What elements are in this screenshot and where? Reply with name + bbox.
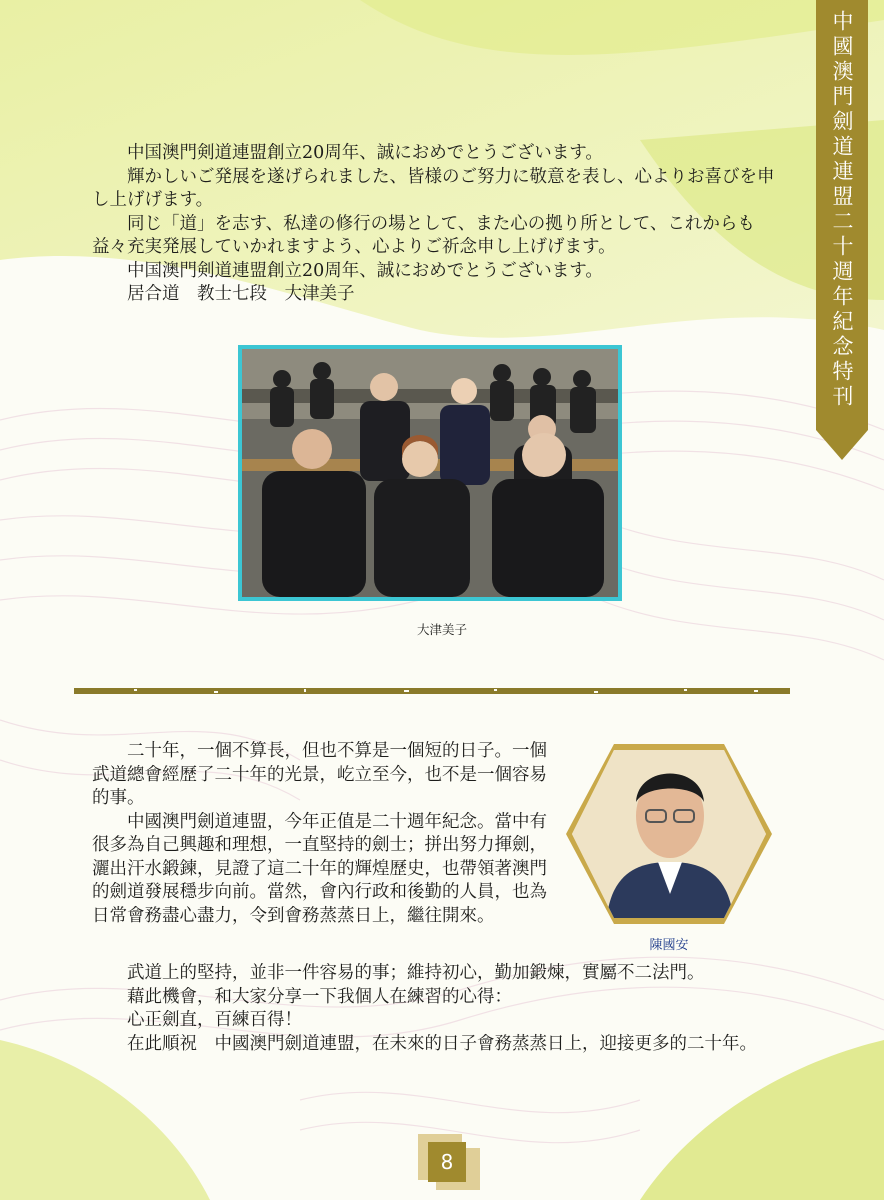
zh-paragraph-5: 心正劍直，百練百得！ <box>127 1010 302 1030</box>
section-divider <box>74 686 790 696</box>
jp-signature: 居合道 教士七段 大津美子 <box>127 284 355 304</box>
jp-paragraph-2: 輝かしいご発展を遂げられました、皆様のご努力に敬意を表し、心よりお喜びを申し上げげます。 <box>92 166 775 210</box>
page-number-badge <box>418 1134 482 1190</box>
jp-paragraph-1: 中国澳門剣道連盟創立20周年、誠におめでとうございます。 <box>127 143 603 163</box>
chinese-message-continued <box>92 962 776 1056</box>
title-banner <box>816 0 868 460</box>
portrait-hexagon <box>566 744 772 924</box>
zh-paragraph-3: 武道上的堅持，並非一件容易的事；維持初心，勤加鍛煉，實屬不二法門。 <box>127 963 705 983</box>
zh-paragraph-6: 在此順祝 中國澳門劍道連盟，在未來的日子會務蒸蒸日上，迎接更多的二十年。 <box>127 1033 757 1054</box>
group-photo-illustration <box>242 349 618 597</box>
zh-paragraph-1: 二十年，一個不算長，但也不算是一個短的日子。一個武道總會經歷了二十年的光景，屹立至今，也不是一個容易的事。 <box>92 741 547 808</box>
jp-paragraph-4: 中国澳門剣道連盟創立20周年、誠におめでとうございます。 <box>127 260 603 281</box>
photo1-caption: 大津美子 <box>416 622 467 637</box>
banner-title: 中國澳門劍道連盟二十週年紀念特刊 <box>830 10 854 410</box>
photo2-caption: 陳國安 <box>649 938 689 953</box>
chinese-message <box>92 740 552 928</box>
zh-paragraph-2: 中國澳門劍道連盟，今年正值是二十週年紀念。當中有很多為自己興趣和理想，一直堅持的劍士；拼出努力揮劍，灑出汗水鍛鍊，見證了這二十年的輝煌歷史，也帶領著澳門的劍道發展穩步向前。當然，會內行政和後勤的人員，也為日常會務盡心盡力，令到會務蒸蒸日上，繼往開來。 <box>92 811 547 926</box>
japanese-message <box>92 142 776 307</box>
group-photo <box>238 345 622 601</box>
page-number: 8 <box>440 1150 454 1174</box>
jp-paragraph-3: 同じ「道」を志す、私達の修行の場として、また心の拠り所として、これからも益々充実発展していかれますよう、心よりご祈念申し上げげます。 <box>92 213 755 257</box>
zh-paragraph-4: 藉此機會，和大家分享一下我個人在練習的心得： <box>127 986 512 1007</box>
